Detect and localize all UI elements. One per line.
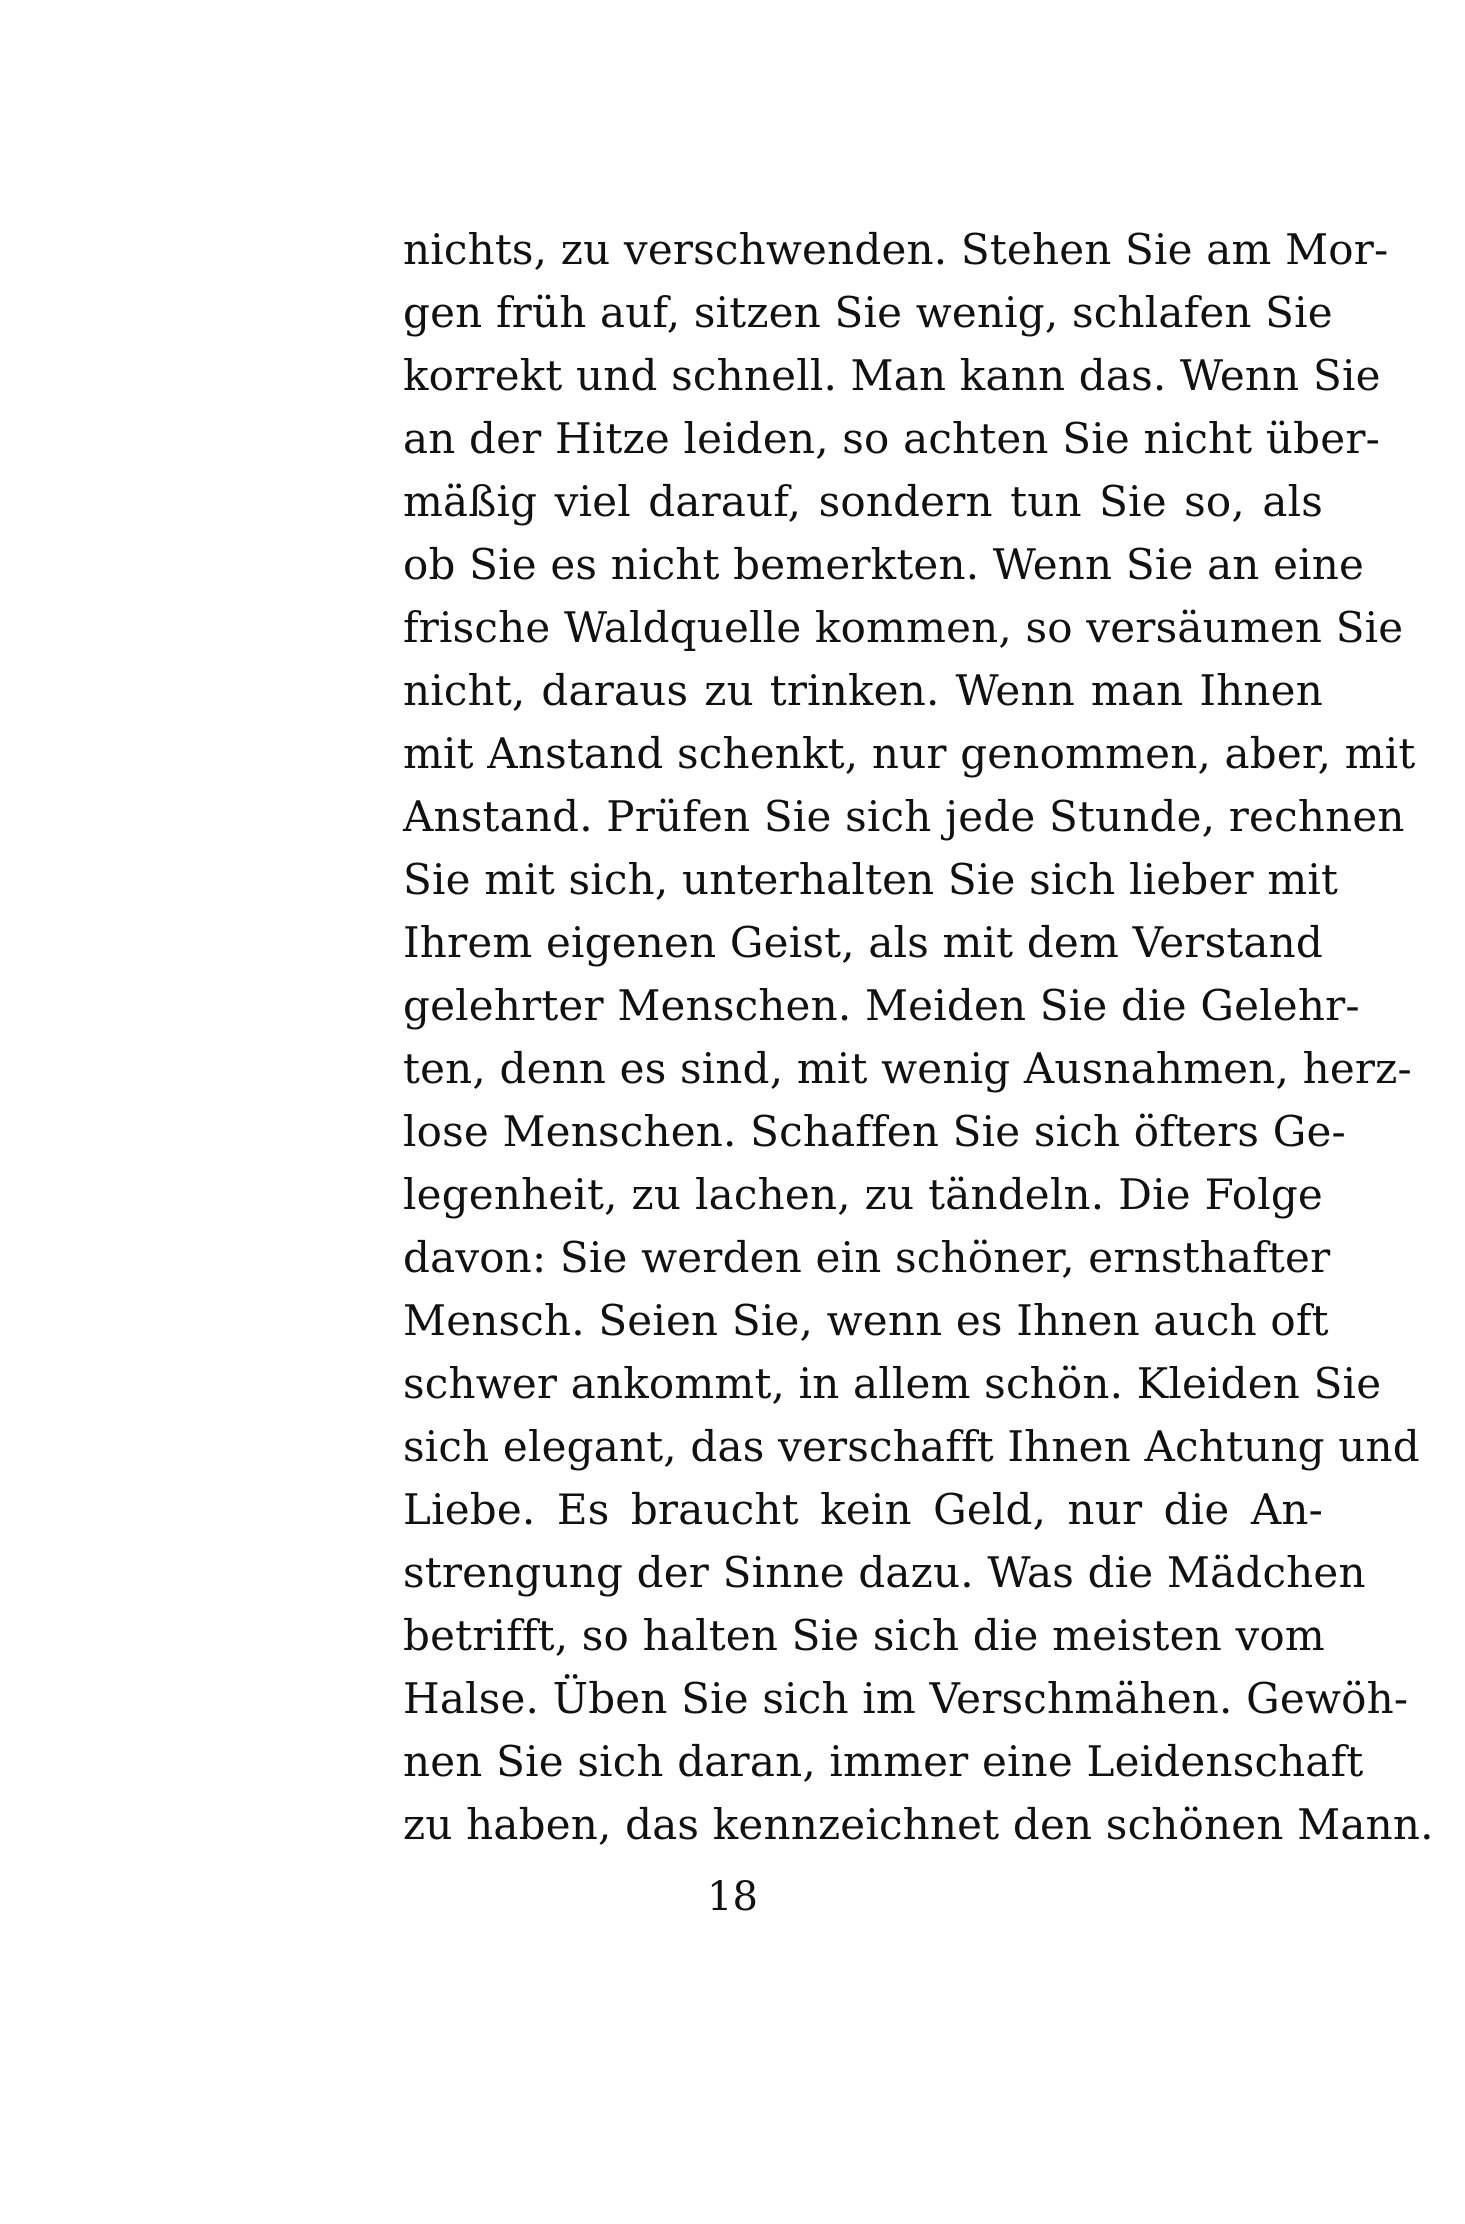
text-line-22: strengung der Sinne dazu. Was die Mädchen: [403, 1548, 1366, 1597]
text-line-21: Liebe. Es braucht kein Geld, nur die An-: [403, 1485, 1323, 1534]
text-line-16: legenheit, zu lachen, zu tändeln. Die Folge: [403, 1170, 1323, 1219]
text-line-12: Ihrem eigenen Geist, als mit dem Verstand: [403, 918, 1323, 967]
text-line-13: gelehrter Menschen. Meiden Sie die Gelehr-: [403, 981, 1360, 1030]
text-line-9: mit Anstand schenkt, nur genommen, aber, mit: [403, 729, 1416, 778]
page-number: 18: [707, 1874, 758, 1920]
text-line-23: betrifft, so halten Sie sich die meisten vom: [403, 1611, 1325, 1660]
text-line-1: nichts, zu verschwenden. Stehen Sie am Mor-: [403, 225, 1389, 274]
text-line-7: frische Waldquelle kommen, so versäumen Sie: [403, 603, 1404, 652]
text-line-25: nen Sie sich daran, immer eine Leidenschaft: [403, 1737, 1364, 1786]
text-line-3: korrekt und schnell. Man kann das. Wenn Sie: [403, 351, 1381, 400]
text-line-17: davon: Sie werden ein schöner, ernsthafter: [403, 1233, 1331, 1282]
text-line-8: nicht, daraus zu trinken. Wenn man Ihnen: [403, 666, 1323, 715]
text-line-14: ten, denn es sind, mit wenig Ausnahmen, herz-: [403, 1044, 1412, 1093]
text-line-2: gen früh auf, sitzen Sie wenig, schlafen Sie: [403, 288, 1333, 337]
text-line-6: ob Sie es nicht bemerkten. Wenn Sie an eine: [403, 540, 1365, 589]
text-line-19: schwer ankommt, in allem schön. Kleiden Sie: [403, 1359, 1382, 1408]
text-line-11: Sie mit sich, unterhalten Sie sich lieber mit: [403, 855, 1339, 904]
text-line-20: sich elegant, das verschafft Ihnen Achtung und: [403, 1422, 1420, 1471]
text-line-26: zu haben, das kennzeichnet den schönen Mann.: [403, 1800, 1434, 1849]
text-line-4: an der Hitze leiden, so achten Sie nicht über-: [403, 414, 1380, 463]
body-text: [403, 218, 1434, 1856]
text-line-24: Halse. Üben Sie sich im Verschmähen. Gewöh-: [403, 1674, 1409, 1723]
text-line-18: Mensch. Seien Sie, wenn es Ihnen auch oft: [403, 1296, 1329, 1345]
text-line-5: mäßig viel darauf, sondern tun Sie so, als: [403, 477, 1323, 526]
text-line-15: lose Menschen. Schaffen Sie sich öfters Ge-: [403, 1107, 1346, 1156]
text-line-10: Anstand. Prüfen Sie sich jede Stunde, rechnen: [403, 792, 1405, 841]
